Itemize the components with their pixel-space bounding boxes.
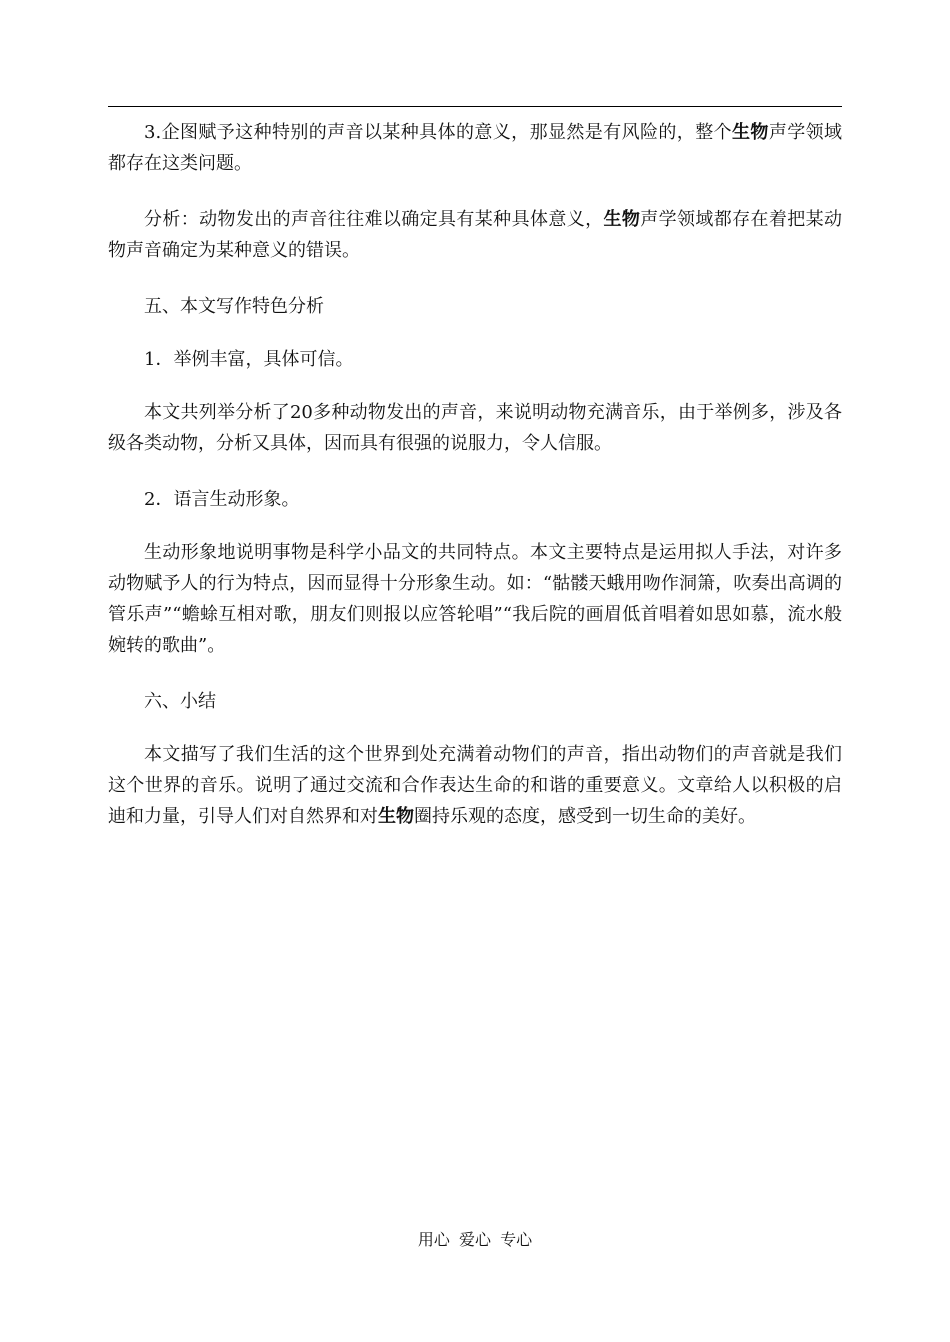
- keyword-highlight: 生物: [378, 806, 414, 827]
- text-run: 分析：动物发出的声音往往难以确定具有某种具体意义，: [144, 209, 604, 230]
- subheading-language: [108, 484, 842, 515]
- text-run: 声学领域都存在这类问题。: [108, 122, 843, 174]
- paragraph-point-3: [108, 117, 842, 179]
- paragraph-analysis: [108, 204, 842, 266]
- text-run: 声学领域都存在着把某动物声音确定为某种意义的错误。: [108, 209, 843, 261]
- heading-text: 2．语言生动形象。: [144, 489, 300, 510]
- heading-text: 1．举例丰富，具体可信。: [144, 349, 354, 370]
- subheading-examples: [108, 344, 842, 375]
- document-body: [108, 117, 842, 857]
- text-run: 3.企图赋予这种特别的声音以某种具体的意义，那显然是有风险的，整个: [144, 122, 732, 143]
- paragraph-examples: [108, 397, 842, 459]
- text-run: 生动形象地说明事物是科学小品文的共同特点。本文主要特点是运用拟人手法，对许多动物赋予人的行为特点，因而显得十分形象生动。如：“骷髅天蛾用吻作洞箫，吹奏出高调的管乐声”“蟾蜍互相对歌，朋友们则报以应答轮唱”“我后院的画眉低首唱着如思如慕，流水般婉转的歌曲”。: [108, 542, 842, 656]
- text-run: 圈持乐观的态度，感受到一切生命的美好。: [414, 806, 756, 827]
- page-footer: 用心 爱心 专心: [417, 1230, 533, 1249]
- paragraph-summary: [108, 739, 842, 832]
- text-run: 本文共列举分析了20多种动物发出的声音，来说明动物充满音乐，由于举例多，涉及各级各类动物，分析又具体，因而具有很强的说服力，令人信服。: [108, 402, 842, 454]
- header-rule: [108, 106, 842, 107]
- keyword-highlight: 生物: [603, 209, 641, 230]
- text-run: 本文描写了我们生活的这个世界到处充满着动物们的声音，指出动物们的声音就是我们这个世界的音乐。说明了通过交流和合作表达生命的和谐的重要意义。文章给人以积极的启迪和力量，引导人们对自然界和对: [108, 744, 842, 827]
- heading-text: 六、小结: [144, 691, 216, 712]
- section-heading-summary: [108, 686, 842, 717]
- paragraph-language: [108, 537, 842, 661]
- section-heading-writing-features: [108, 291, 842, 322]
- heading-text: 五、本文写作特色分析: [144, 296, 324, 317]
- keyword-highlight: 生物: [732, 122, 769, 143]
